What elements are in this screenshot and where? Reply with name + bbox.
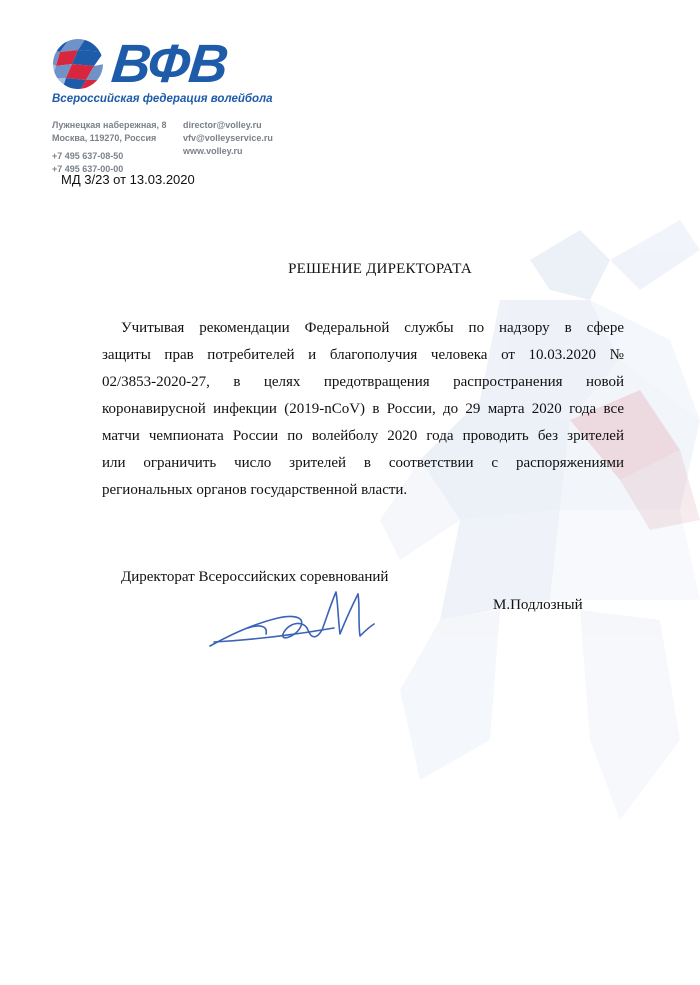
phone-2: +7 495 637-00-00	[52, 164, 124, 174]
document-number: МД 3/23 от 13.03.2020	[61, 172, 195, 187]
letterhead	[52, 34, 273, 176]
volleyball-logo-icon	[52, 38, 104, 90]
signatory-organization: Директорат Всероссийских соревнований	[121, 569, 389, 585]
body-line: или ограничить число зрителей в соответствии с распоряжениями	[102, 455, 624, 471]
logo-wordmark: ВФВ	[108, 34, 231, 94]
body-line: 02/3853-2020-27, в целях предотвращения распространения новой	[102, 374, 624, 390]
body-line: защиты прав потребителей и благополучия человека от 10.03.2020 №	[102, 347, 624, 363]
body-line: коронавирусной инфекции (2019-nCoV) в России, до 29 марта 2020 года все	[102, 401, 624, 417]
body-line: Учитывая рекомендации Федеральной службы по надзору в сфере	[121, 320, 624, 336]
website-link[interactable]: www.volley.ru	[183, 146, 243, 156]
org-name: Всероссийская федерация волейбола	[52, 93, 273, 105]
signatory-name: М.Подлозный	[493, 597, 583, 613]
volleyball-player-watermark	[380, 220, 700, 820]
email-1[interactable]: director@volley.ru	[183, 120, 262, 130]
address-line-1: Лужнецкая набережная, 8	[52, 120, 167, 130]
handwritten-signature	[208, 584, 378, 654]
body-line: региональных органов государственной власти.	[102, 482, 408, 498]
address-line-2: Москва, 119270, Россия	[52, 133, 157, 143]
contact-block	[52, 119, 273, 176]
email-2[interactable]: vfv@volleyservice.ru	[183, 133, 273, 143]
logo	[52, 34, 273, 94]
phone-1: +7 495 637-08-50	[52, 151, 124, 161]
document-title: РЕШЕНИЕ ДИРЕКТОРАТА	[288, 261, 472, 277]
body-line: матчи чемпионата России по волейболу 2020 года проводить без зрителей	[102, 428, 624, 444]
decision-text	[102, 315, 624, 504]
